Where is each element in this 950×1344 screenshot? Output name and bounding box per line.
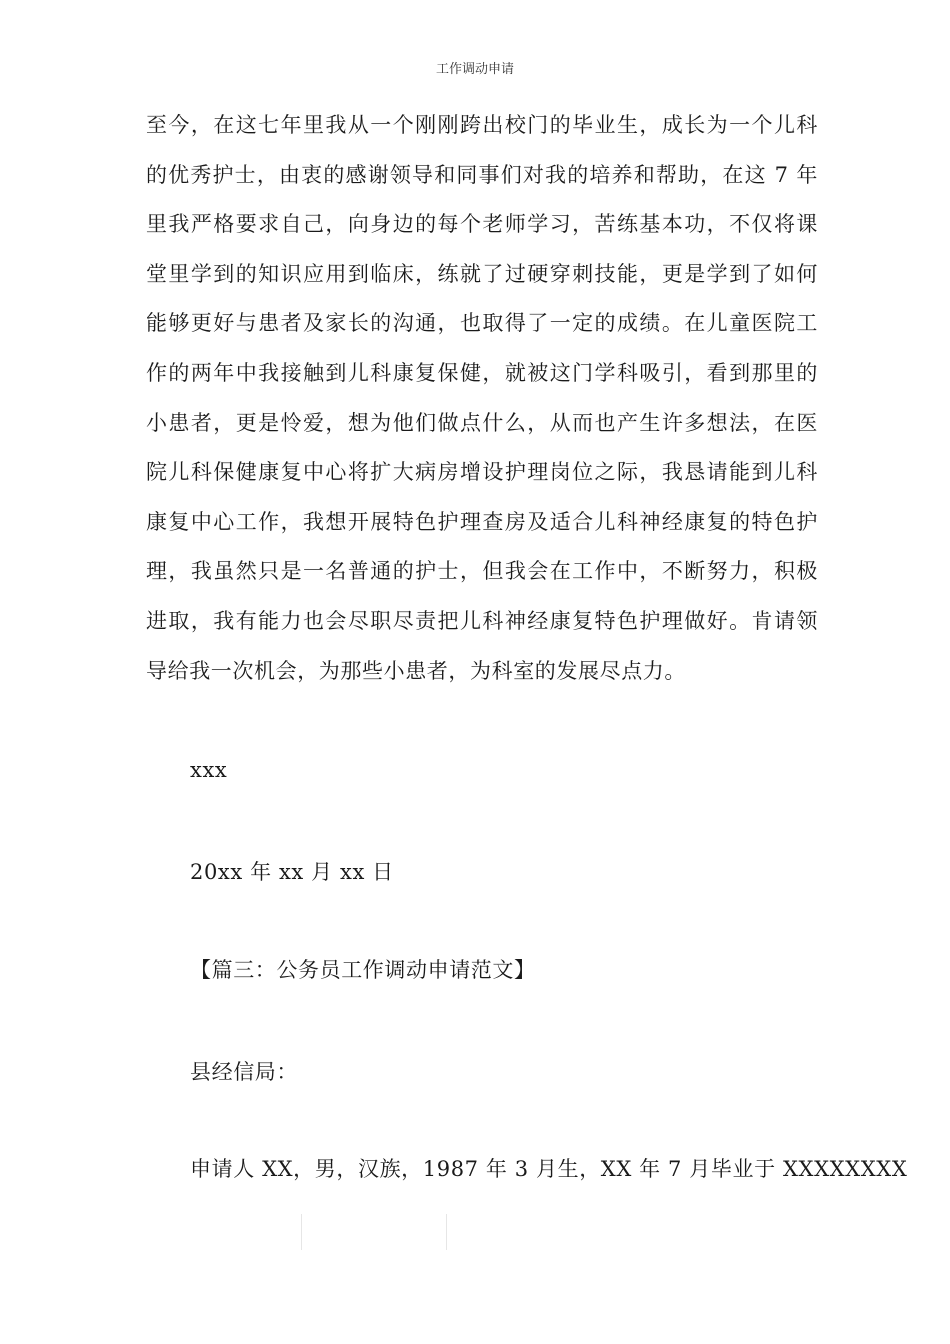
paragraph-line: 院儿科保健康复中心将扩大病房增设护理岗位之际，我恳请能到儿科 (146, 460, 818, 485)
paragraph-line: 作的两年中我接触到儿科康复保健，就被这门学科吸引，看到那里的 (146, 360, 818, 385)
page-header-title: 工作调动申请 (435, 62, 514, 77)
section-title: 【篇三：公务员工作调动申请范文】 (190, 958, 536, 982)
paragraph-line: 导给我一次机会，为那些小患者，为科室的发展尽点力。 (146, 658, 686, 683)
paragraph-line: 康复中心工作，我想开展特色护理查房及适合儿科神经康复的特色护 (146, 509, 818, 534)
paragraph-line: 理，我虽然只是一名普通的护士，但我会在工作中，不断努力，积极 (146, 559, 818, 584)
salutation: 县经信局： (190, 1060, 298, 1084)
faint-divider (446, 1214, 447, 1250)
paragraph-line: 小患者，更是怜爱，想为他们做点什么，从而也产生许多想法，在医 (146, 410, 818, 435)
paragraph-line: 能够更好与患者及家长的沟通，也取得了一定的成绩。在儿童医院工 (146, 311, 818, 336)
date-line: 20xx 年 xx 月 xx 日 (190, 860, 394, 884)
body-paragraph (146, 101, 818, 696)
paragraph-line: 进取，我有能力也会尽职尽责把儿科神经康复特色护理做好。肯请领 (146, 608, 818, 633)
signature: xxx (190, 758, 228, 782)
paragraph-line: 的优秀护士，由衷的感谢领导和同事们对我的培养和帮助，在这 7 年 (146, 162, 818, 187)
applicant-info-line: 申请人 XX，男，汉族，1987 年 3 月生，XX 年 7 月毕业于 XXXXXXXX (190, 1157, 908, 1181)
paragraph-line: 里我严格要求自己，向身边的每个老师学习，苦练基本功，不仅将课 (146, 212, 818, 237)
paragraph-line: 至今，在这七年里我从一个刚刚跨出校门的毕业生，成长为一个儿科 (146, 113, 818, 137)
paragraph-line: 堂里学到的知识应用到临床，练就了过硬穿刺技能，更是学到了如何 (146, 261, 818, 286)
faint-divider (301, 1214, 302, 1250)
